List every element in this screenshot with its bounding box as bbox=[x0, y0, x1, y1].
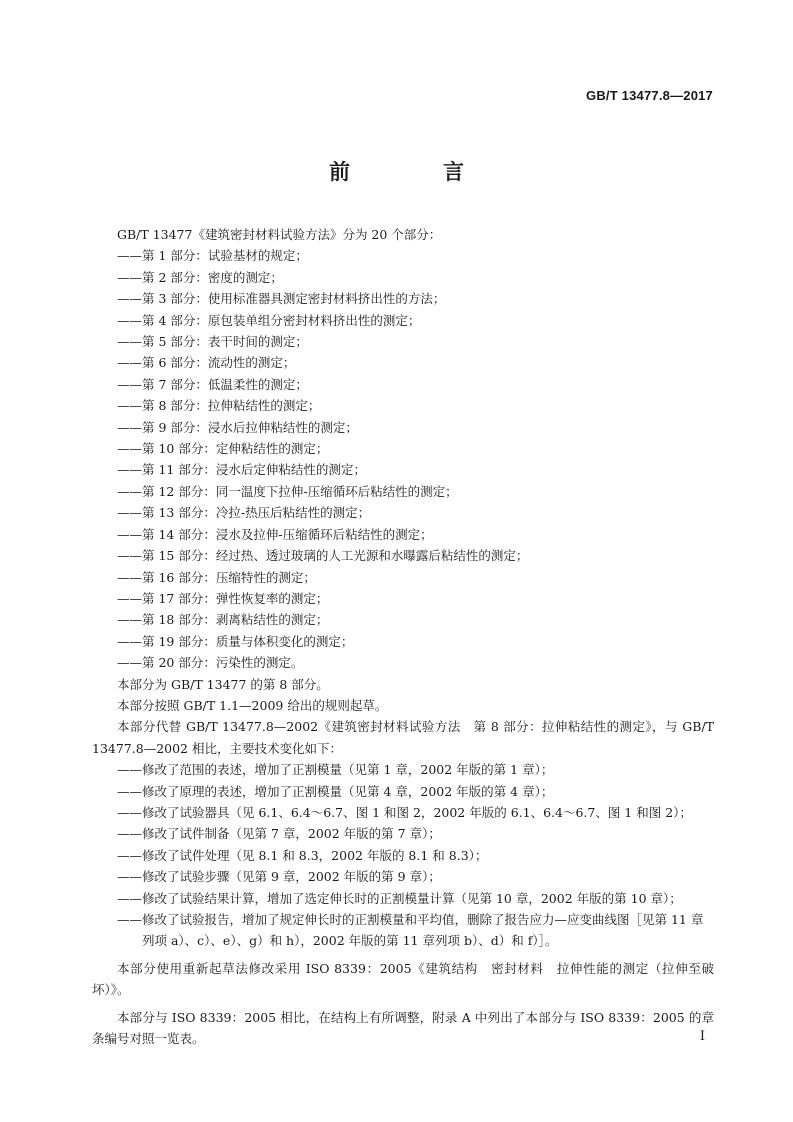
page-number: I bbox=[699, 1029, 705, 1044]
rules-paragraph: 本部分按照 GB/T 1.1—2009 给出的规则起草。 bbox=[117, 697, 388, 713]
list-item: ——第 4 部分：原包装单组分密封材料挤出性的测定； bbox=[117, 312, 421, 328]
list-item: ——修改了试验步骤（见第 9 章，2002 年版的第 9 章）； bbox=[117, 869, 441, 885]
compare-paragraph: 本部分与 ISO 8339：2005 相比，在结构上有所调整，附录 A 中列出了本部分与 ISO 8339：2005 的章条编号对照一览表。 bbox=[92, 1009, 714, 1047]
list-item: ——第 18 部分：剥离粘结性的测定； bbox=[117, 612, 329, 628]
list-item: ——第 12 部分：同一温度下拉伸-压缩循环后粘结性的测定； bbox=[117, 483, 458, 499]
iso-paragraph: 本部分使用重新起草法修改采用 ISO 8339：2005《建筑结构 密封材料 拉伸性能的测定（拉伸至破坏）》。 bbox=[92, 960, 714, 998]
list-item: ——修改了试验器具（见 6.1、6.4～6.7、图 1 和图 2，2002 年版的 6.1、6.4～6.7、图 1 和图 2）； bbox=[117, 804, 692, 820]
document-code: GB/T 13477.8—2017 bbox=[586, 88, 713, 103]
list-item: ——第 13 部分：冷拉-热压后粘结性的测定； bbox=[117, 505, 371, 521]
list-item: ——第 19 部分：质量与体积变化的测定； bbox=[117, 633, 354, 649]
part8-paragraph: 本部分为 GB/T 13477 的第 8 部分。 bbox=[117, 676, 329, 692]
list-item: ——第 10 部分：定伸粘结性的测定； bbox=[117, 441, 329, 457]
list-item: ——修改了原理的表述，增加了正割模量（见第 4 章，2002 年版的第 4 章）； bbox=[117, 783, 554, 799]
list-item: ——第 6 部分：流动性的测定； bbox=[117, 355, 296, 371]
list-item: ——第 17 部分：弹性恢复率的测定； bbox=[117, 590, 329, 606]
document-body bbox=[92, 224, 714, 1049]
list-item: ——第 9 部分：浸水后拉伸粘结性的测定； bbox=[117, 419, 358, 435]
page-title: 前 言 bbox=[329, 160, 500, 184]
list-item: ——修改了试件处理（见 8.1 和 8.3，2002 年版的 8.1 和 8.3）； bbox=[117, 847, 488, 863]
list-item: ——修改了范围的表述，增加了正割模量（见第 1 章，2002 年版的第 1 章）； bbox=[117, 762, 554, 778]
list-item: ——第 11 部分：浸水后定伸粘结性的测定； bbox=[117, 462, 366, 478]
list-item: ——第 2 部分：密度的测定； bbox=[117, 269, 283, 285]
list-item: ——修改了试验报告，增加了规定伸长时的正割模量和平均值，删除了报告应力—应变曲线图［见第 11 章列项 a）、c）、e）、g）和 h），2002 年版的第 11 章列项 b）、d）和 f）］。 bbox=[117, 912, 704, 949]
list-item: ——第 15 部分：经过热、透过玻璃的人工光源和水曝露后粘结性的测定； bbox=[117, 548, 529, 564]
parts-list bbox=[92, 245, 714, 673]
list-item: ——第 1 部分：试验基材的规定； bbox=[117, 248, 308, 264]
list-item: ——第 5 部分：表干时间的测定； bbox=[117, 334, 308, 350]
intro-paragraph: GB/T 13477《建筑密封材料试验方法》分为 20 个部分： bbox=[117, 227, 442, 242]
list-item: ——第 3 部分：使用标准器具测定密封材料挤出性的方法； bbox=[117, 291, 446, 307]
list-item: ——修改了试件制备（见第 7 章，2002 年版的第 7 章）； bbox=[117, 826, 441, 842]
list-item: ——第 16 部分：压缩特性的测定； bbox=[117, 569, 316, 585]
list-item: ——第 14 部分：浸水及拉伸-压缩循环后粘结性的测定； bbox=[117, 526, 433, 542]
changes-list bbox=[92, 759, 714, 952]
list-item: ——第 8 部分：拉伸粘结性的测定； bbox=[117, 398, 321, 414]
replace-paragraph: 本部分代替 GB/T 13477.8—2002《建筑密封材料试验方法 第 8 部分：拉伸粘结性的测定》，与 GB/T 13477.8—2002 相比，主要技术变化如下： bbox=[92, 719, 714, 756]
list-item: ——第 7 部分：低温柔性的测定； bbox=[117, 376, 308, 392]
list-item: ——第 20 部分：污染性的测定。 bbox=[117, 655, 304, 671]
list-item: ——修改了试验结果计算，增加了选定伸长时的正割模量计算（见第 10 章，2002 年版的第 10 章）； bbox=[117, 890, 682, 906]
